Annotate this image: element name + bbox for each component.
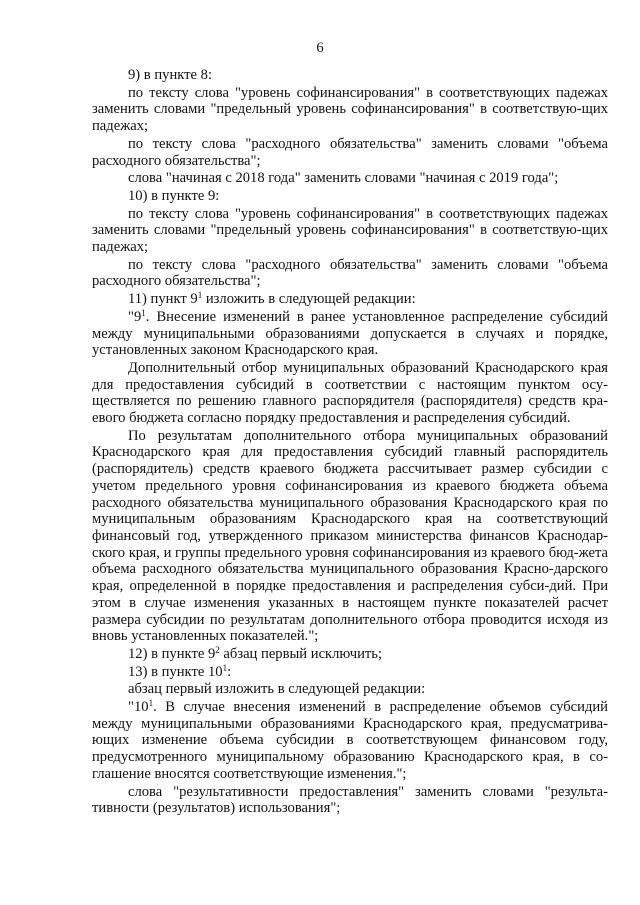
superscript-index: 1 xyxy=(197,290,203,301)
superscript-index: 2 xyxy=(215,644,220,655)
page-number: 6 xyxy=(316,40,324,56)
superscript-index: 1 xyxy=(148,698,154,709)
paragraph-text: "10 xyxy=(128,699,149,716)
paragraph-p08 xyxy=(92,291,608,308)
paragraph-p09 xyxy=(92,309,608,359)
paragraph-text: по тексту слова "расходного обязательства" заменить словами "объема расходного обязательства"; xyxy=(92,135,608,169)
superscript-index: 1 xyxy=(141,307,146,318)
paragraph-text: абзац первый изложить в следующей редакции: xyxy=(128,681,426,698)
superscript-index: 1 xyxy=(222,662,228,673)
paragraph-text: слова "результативности предоставления" заменить словами "результа-тивности (результатов) использования"; xyxy=(92,783,608,817)
paragraph-text-tail: . В случае внесения изменений в распределение объемов субсидий между муниципальными образованиями Краснодарского края, предусматрива-ющих изменение объема субсидии в соответствующем финансовом году, предусмотренного муниципальному образованию Краснодарского края, в со-глашение вносятся соответствующие изменения."; xyxy=(92,699,608,782)
paragraph-text-tail: абзац первый исключить; xyxy=(219,645,382,662)
paragraph-text: "9 xyxy=(128,308,142,325)
paragraph-p06 xyxy=(92,206,608,256)
paragraph-text-tail: : xyxy=(227,663,232,680)
paragraph-text: 12) в пункте 9 xyxy=(128,645,216,662)
paragraph-p05 xyxy=(92,188,608,205)
paragraph-text: 13) в пункте 10 xyxy=(128,663,223,680)
paragraph-p04 xyxy=(92,170,608,187)
paragraph-p01 xyxy=(92,67,608,84)
paragraph-text: слова "начиная с 2018 года" заменить словами "начиная с 2019 года"; xyxy=(128,170,559,187)
paragraph-text: 10) в пункте 9: xyxy=(128,187,220,204)
paragraph-text: по тексту слова "уровень софинансирования" в соответствующих падежах заменить словами "предельный уровень софинансирования" в соответствую-щих падежах; xyxy=(92,205,608,256)
paragraph-text-tail: изложить в следующей редакции: xyxy=(202,291,416,308)
paragraph-p13 xyxy=(92,664,608,681)
paragraph-text: 9) в пункте 8: xyxy=(128,67,213,83)
paragraph-p02 xyxy=(92,85,608,135)
paragraph-text-tail: . Внесение изменений в ранее установленное распределение субсидий между муниципальными образованиями допускается в случаях и порядке, установленных законом Краснодарского края. xyxy=(92,308,608,359)
paragraph-p15 xyxy=(92,699,608,783)
paragraph-p10 xyxy=(92,360,608,427)
paragraph-p03 xyxy=(92,136,608,169)
paragraph-p16 xyxy=(92,784,608,817)
paragraph-text: По результатам дополнительного отбора муниципальных образований Краснодарского края для предоставления субсидий главный распорядитель (распорядитель) средств краевого бюджета рассчитывает размер субсидии с учетом предельного уровня софинансирования из краевого бюджета объема расходного обязательства муниципального образования Краснодарского края по муниципальным образованиям Краснодарского края на соответствующий финансовый год, утвержденного приказом министерства финансов Краснодар-ского края, и группы предельного уровня софинансирования из краевого бюд-жета объема расходного обязательства муниципального образования Красно-дарского края, определенной в порядке предоставления и распределения субси-дий. При этом в случае изменения указанных в настоящем пункте показателей расчет размера субсидии по результатам дополнительного отбора проводится исходя из вновь установленных показателей."; xyxy=(92,427,609,645)
paragraph-text: 11) пункт 9 xyxy=(128,291,198,308)
paragraph-text: по тексту слова "расходного обязательства" заменить словами "объема расходного обязательства"; xyxy=(92,256,608,290)
paragraph-p12 xyxy=(92,646,608,663)
paragraph-p11 xyxy=(92,428,608,645)
document-body xyxy=(92,67,608,817)
paragraph-text: по тексту слова "уровень софинансирования" в соответствующих падежах заменить словами "предельный уровень софинансирования" в соответствую-щих падежах; xyxy=(92,84,608,135)
paragraph-p07 xyxy=(92,257,608,290)
paragraph-text: Дополнительный отбор муниципальных образований Краснодарского края для предоставления субсидий в соответствии с настоящим пунктом осу-ществляется по решению главного распорядителя (распорядителя) средств кра-евого бюджета согласно порядку предоставления и распределения субсидий. xyxy=(92,359,608,427)
paragraph-p14 xyxy=(92,681,608,698)
